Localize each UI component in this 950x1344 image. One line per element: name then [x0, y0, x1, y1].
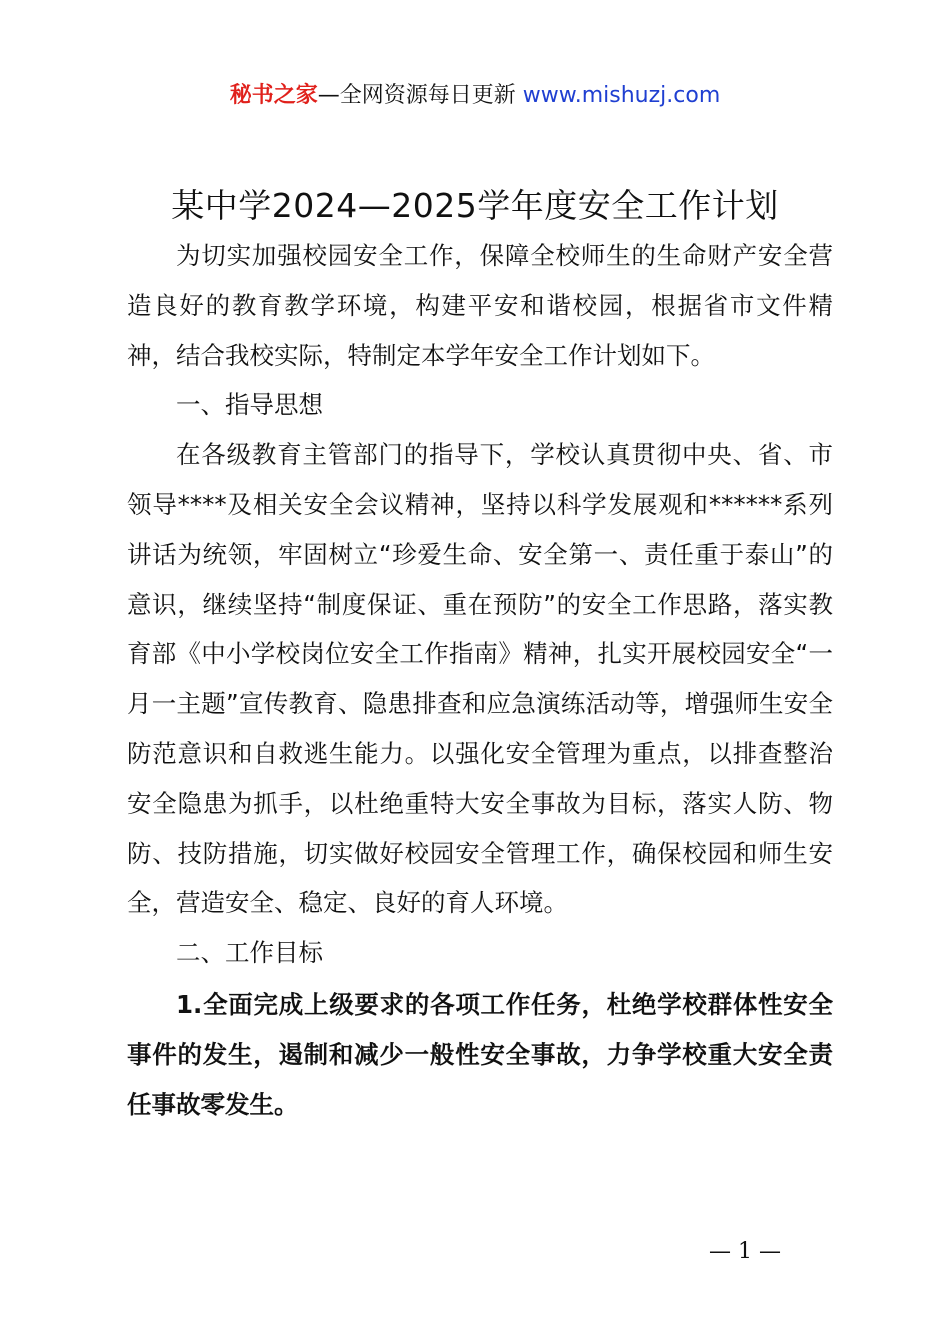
site-url-link[interactable]: www.mishuzj.com	[522, 83, 721, 108]
section-heading-work-goals: 二、工作目标	[176, 938, 323, 968]
work-goal-1-paragraph: 1.全面完成上级要求的各项工作任务，杜绝学校群体性安全事件的发生，遏制和减少一般性安全事故，力争学校重大安全责任事故零发生。	[127, 989, 833, 1119]
section-heading-guiding-ideology: 一、指导思想	[176, 390, 323, 420]
page-number: — 1 —	[709, 1239, 781, 1264]
document-body	[127, 231, 833, 1129]
intro-paragraph: 为切实加强校园安全工作，保障全校师生的生命财产安全营造良好的教育教学环境，构建平安和谐校园，根据省市文件精神，结合我校实际，特制定本学年安全工作计划如下。	[127, 241, 833, 370]
site-brand: 秘书之家	[229, 83, 318, 108]
guiding-ideology-paragraph: 在各级教育主管部门的指导下，学校认真贯彻中央、省、市领导****及相关安全会议精神，坚持以科学发展观和******系列讲话为统领，牢固树立“珍爱生命、安全第一、责任重于泰山”的意识，继续坚持“制度保证、重在预防”的安全工作思路，落实教育部《中小学校岗位安全工作指南》精神，扎实开展校园安全“一月一主题”宣传教育、隐患排查和应急演练活动等，增强师生安全防范意识和自救逃生能力。以强化安全管理为重点，以排查整治安全隐患为抓手，以杜绝重特大安全事故为目标，落实人防、物防、技防措施，切实做好校园安全管理工作，确保校园和师生安全，营造安全、稳定、良好的育人环境。	[127, 440, 833, 918]
site-tagline: —全网资源每日更新	[317, 83, 523, 108]
site-header	[0, 80, 950, 112]
document-title: 某中学2024—2025学年度安全工作计划	[171, 186, 779, 225]
